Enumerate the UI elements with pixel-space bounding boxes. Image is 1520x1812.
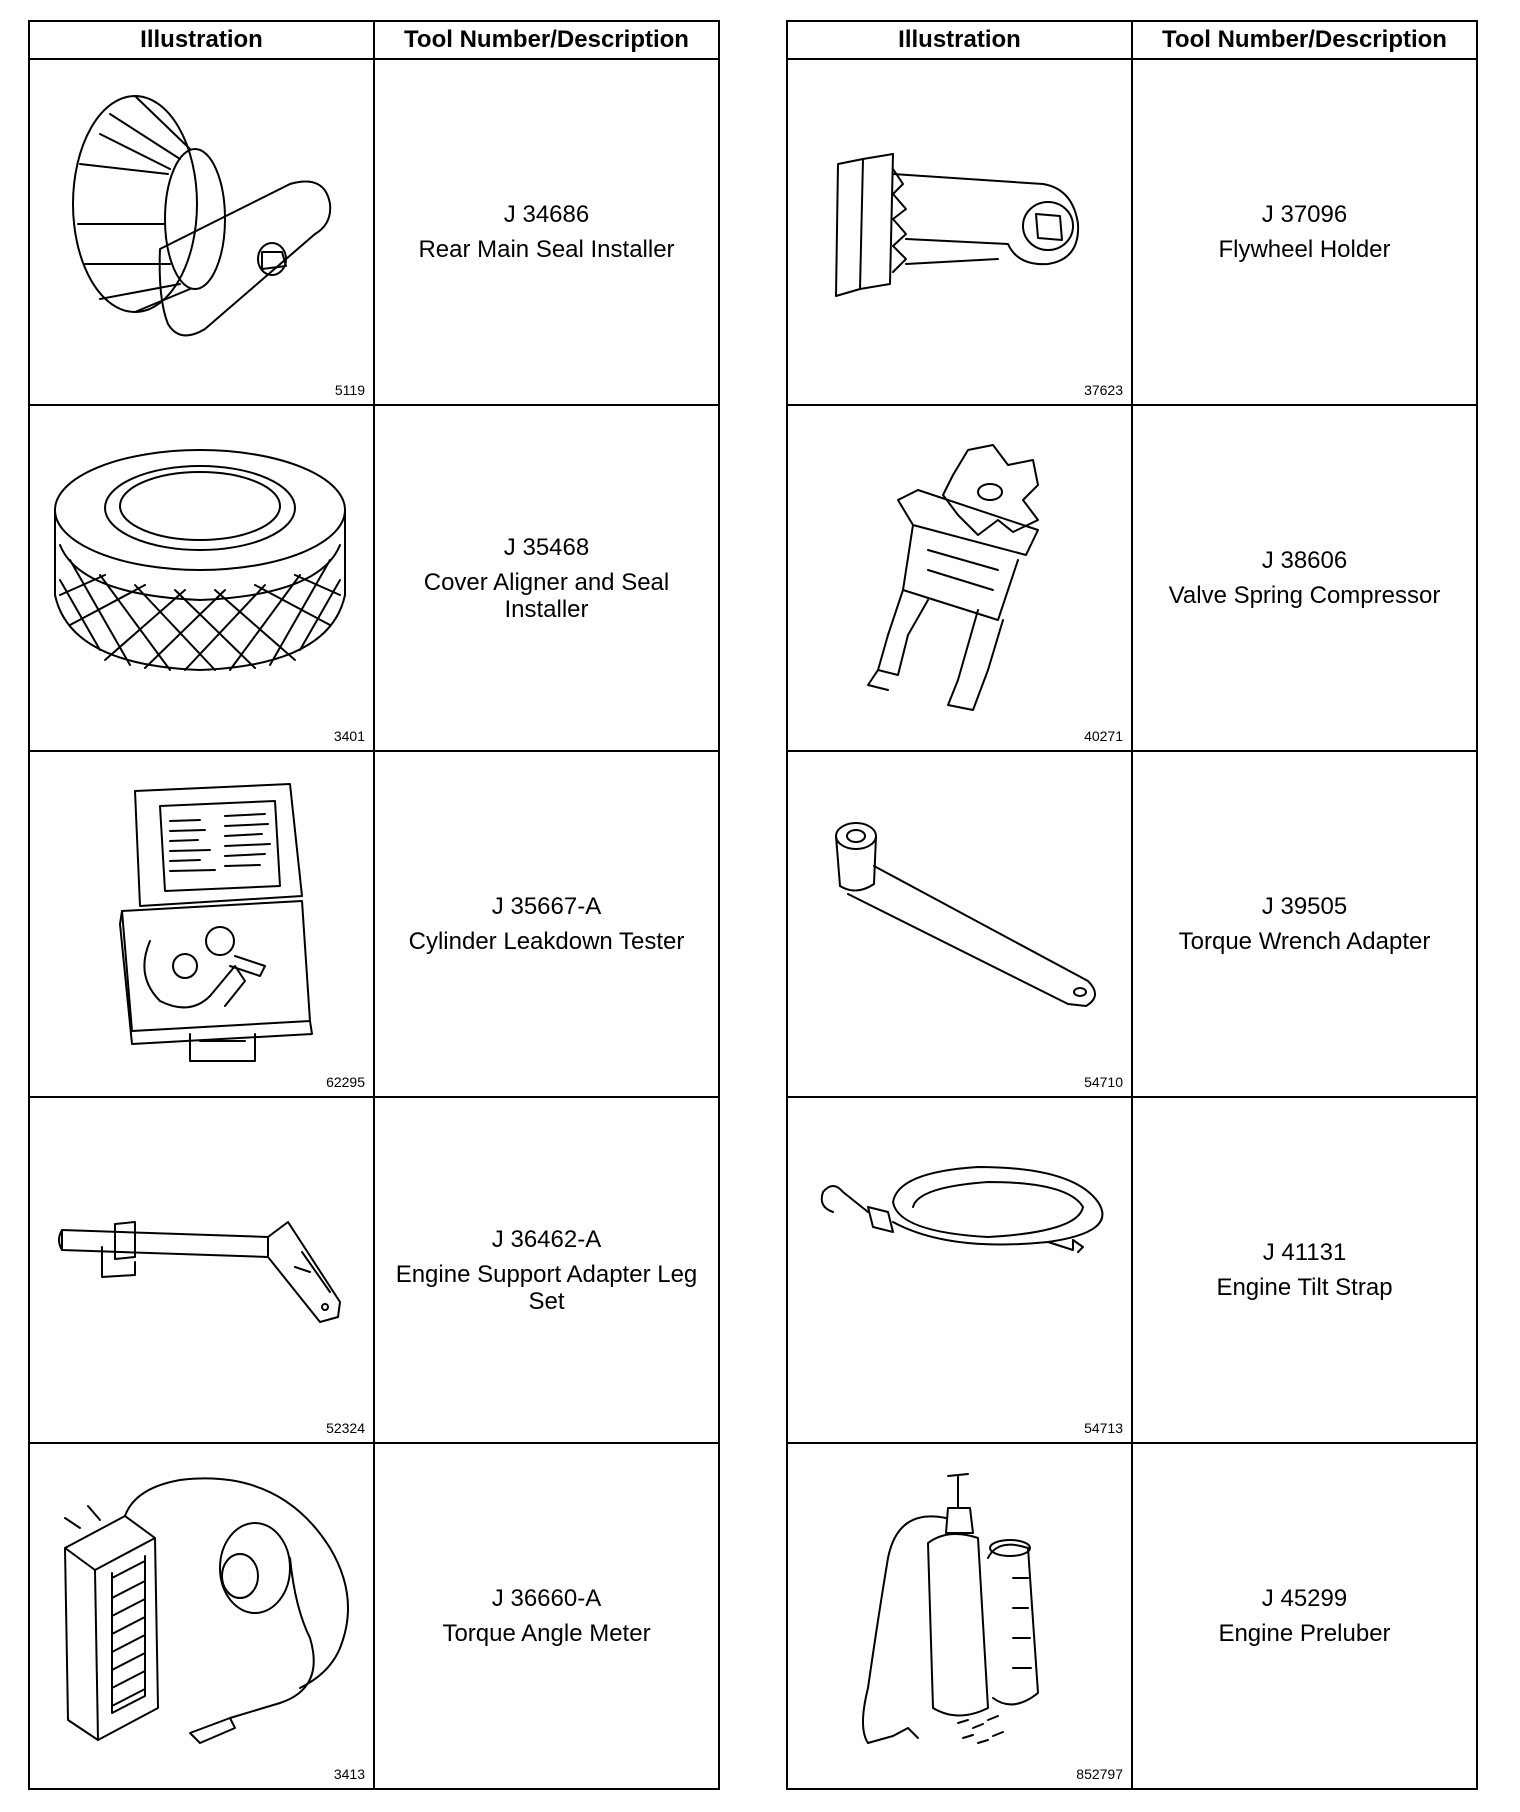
description-cell [1132, 751, 1477, 1097]
figure-number: 52324 [326, 1420, 365, 1436]
flywheel-holder-illustration [798, 74, 1118, 374]
description-cell [1132, 1443, 1477, 1789]
description-cell [374, 751, 719, 1097]
tool-description: Engine Preluber [1218, 1620, 1391, 1647]
tool-description: Valve Spring Compressor [1168, 582, 1441, 609]
tool-description: Torque Wrench Adapter [1178, 928, 1431, 955]
tool-number: J 38606 [1261, 547, 1348, 574]
tool-number: J 45299 [1261, 1585, 1348, 1612]
illustration-cell [29, 59, 374, 405]
tool-description: Engine Tilt Strap [1216, 1274, 1393, 1301]
torque-angle-meter-illustration [40, 1458, 360, 1758]
table-row [787, 59, 1477, 405]
illustration-cell [29, 751, 374, 1097]
figure-number: 852797 [1076, 1766, 1123, 1782]
tool-header: Tool Number/Description [1132, 21, 1477, 59]
description-cell [1132, 59, 1477, 405]
support-adapter-leg-illustration [40, 1112, 360, 1412]
table-row [29, 1097, 719, 1443]
illustration-cell [787, 405, 1132, 751]
table-row [29, 751, 719, 1097]
illustration-header: Illustration [29, 21, 374, 59]
figure-number: 3401 [333, 728, 365, 744]
table-row [787, 1097, 1477, 1443]
figure-number: 3413 [333, 1766, 365, 1782]
figure-number: 54713 [1084, 1420, 1123, 1436]
tool-number: J 39505 [1261, 893, 1348, 920]
illustration-cell [787, 1443, 1132, 1789]
illustration-cell [787, 751, 1132, 1097]
rear-main-seal-installer-illustration [40, 74, 360, 374]
table-row [29, 1443, 719, 1789]
table-row [787, 1443, 1477, 1789]
illustration-cell [29, 1443, 374, 1789]
illustration-cell [787, 59, 1132, 405]
torque-wrench-adapter-illustration [798, 766, 1118, 1066]
header-row [29, 21, 719, 59]
tool-number: J 35667-A [491, 893, 602, 920]
figure-number: 54710 [1084, 1074, 1123, 1090]
tool-description: Cover Aligner and Seal Installer [423, 568, 670, 623]
cover-aligner-illustration [40, 420, 360, 720]
description-cell [374, 1443, 719, 1789]
table-row [29, 59, 719, 405]
description-cell [374, 405, 719, 751]
illustration-cell [29, 1097, 374, 1443]
tool-description: Torque Angle Meter [442, 1620, 651, 1647]
leakdown-tester-case-illustration [40, 766, 360, 1066]
table-row [787, 405, 1477, 751]
tool-description: Engine Support Adapter Leg Set [395, 1260, 698, 1315]
description-cell [374, 1097, 719, 1443]
figure-number: 62295 [326, 1074, 365, 1090]
tool-table-right [786, 20, 1478, 1790]
tool-description: Rear Main Seal Installer [418, 236, 675, 263]
header-row [787, 21, 1477, 59]
tool-number: J 36462-A [491, 1225, 602, 1253]
tool-description: Flywheel Holder [1218, 236, 1391, 263]
illustration-header: Illustration [787, 21, 1132, 59]
figure-number: 37623 [1084, 382, 1123, 398]
tool-number: J 36660-A [491, 1585, 602, 1612]
tool-number: J 41131 [1262, 1239, 1347, 1266]
illustration-cell [29, 405, 374, 751]
tool-number: J 35468 [503, 533, 590, 561]
engine-tilt-strap-illustration [798, 1112, 1118, 1412]
tool-number: J 37096 [1261, 201, 1348, 228]
description-cell [1132, 1097, 1477, 1443]
table-row [787, 751, 1477, 1097]
illustration-cell [787, 1097, 1132, 1443]
tool-number: J 34686 [503, 201, 590, 228]
tool-description: Cylinder Leakdown Tester [408, 928, 685, 955]
table-row [29, 405, 719, 751]
tool-table-left [28, 20, 720, 1790]
figure-number: 5119 [334, 382, 365, 398]
tool-header: Tool Number/Description [374, 21, 719, 59]
description-cell [374, 59, 719, 405]
description-cell [1132, 405, 1477, 751]
engine-preluber-illustration [798, 1458, 1118, 1758]
figure-number: 40271 [1084, 728, 1123, 744]
valve-spring-compressor-illustration [798, 420, 1118, 720]
